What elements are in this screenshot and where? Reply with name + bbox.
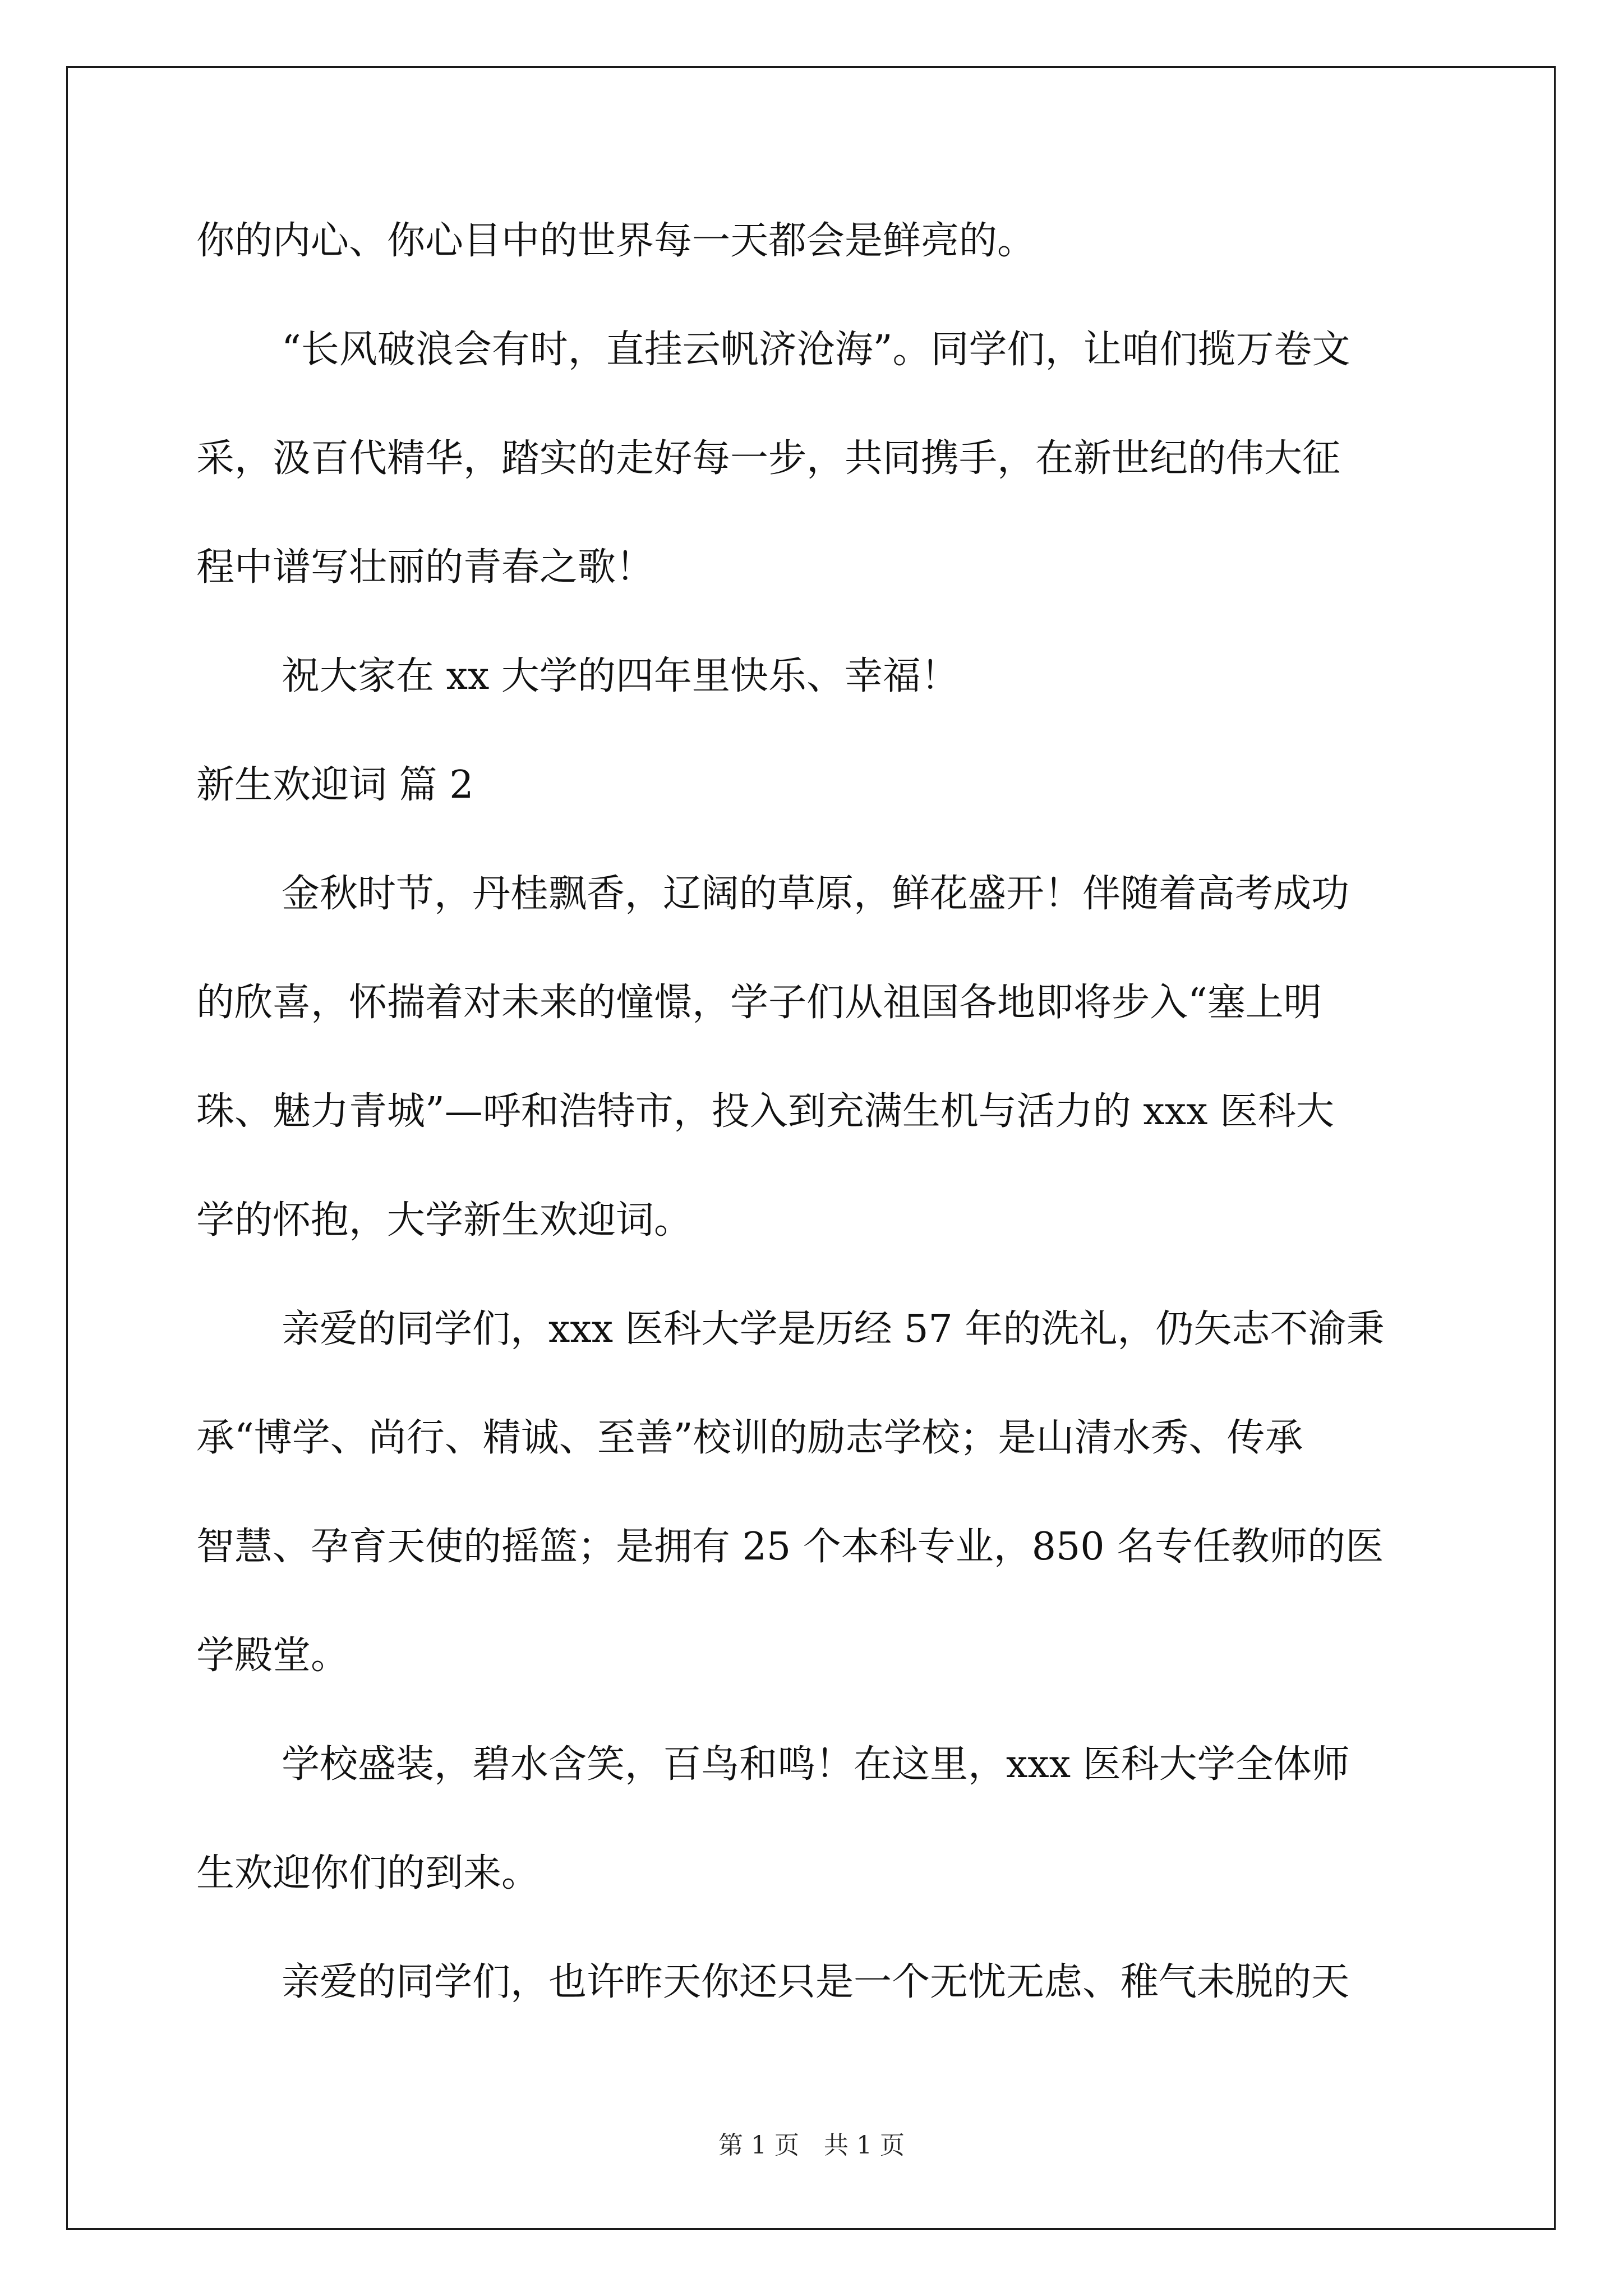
paragraph-line: 程中谱写壮丽的青春之歌！ [196,545,654,590]
paragraph-line: 生欢迎你们的到来。 [196,1851,540,1895]
paragraph-line: 的欣喜，怀揣着对未来的憧憬，学子们从祖国各地即将步入“塞上明 [196,981,1322,1025]
page-number-footer: 第 1 页 共 1 页 [718,2131,905,2160]
page-border [66,66,1556,2230]
paragraph-line: 亲爱的同学们，也许昨天你还只是一个无忧无虑、稚气未脱的天 [282,1960,1350,2004]
paragraph-line: 你的内心、你心目中的世界每一天都会是鲜亮的。 [196,219,1036,263]
paragraph-line: 采，汲百代精华，踏实的走好每一步，共同携手，在新世纪的伟大征 [196,436,1341,481]
paragraph-line: “长风破浪会有时，直挂云帆济沧海”。同学们，让咱们揽万卷文 [282,328,1350,372]
paragraph-line: 学殿堂。 [196,1634,349,1678]
paragraph-line: 珠、魅力青城”—呼和浩特市，投入到充满生机与活力的 xxx 医科大 [196,1089,1335,1134]
paragraph-line: 智慧、孕育天使的摇篮；是拥有 25 个本科专业，850 名专任教师的医 [196,1525,1384,1569]
paragraph-line: 承“博学、尚行、精诚、至善”校训的励志学校；是山清水秀、传承 [196,1416,1303,1460]
paragraph-line: 学校盛装，碧水含笑，百鸟和鸣！在这里，xxx 医科大学全体师 [282,1742,1350,1787]
paragraph-line: 金秋时节，丹桂飘香，辽阔的草原，鲜花盛开！伴随着高考成功 [282,872,1350,916]
paragraph-line: 学的怀抱，大学新生欢迎词。 [196,1198,693,1243]
paragraph-line: 亲爱的同学们，xxx 医科大学是历经 57 年的洗礼，仍矢志不渝秉 [282,1307,1385,1351]
paragraph-line: 祝大家在 xx 大学的四年里快乐、幸福！ [282,654,959,698]
section-heading: 新生欢迎词 篇 2 [196,763,474,807]
